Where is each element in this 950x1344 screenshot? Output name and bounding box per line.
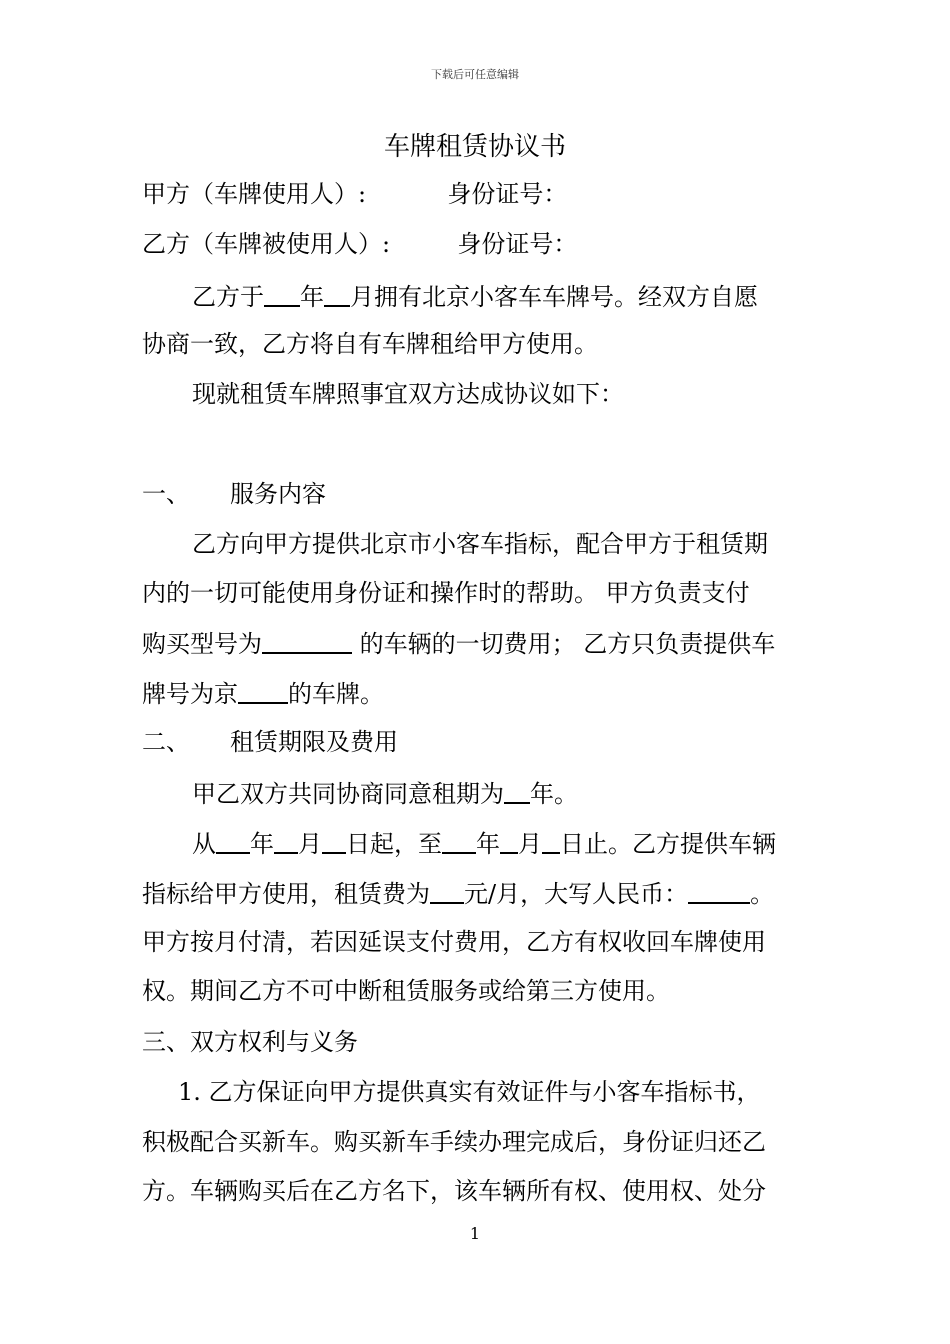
section-2-heading: [142, 730, 398, 754]
blank: [274, 830, 298, 854]
text: 从: [192, 830, 216, 858]
section-1-line-2: 内的一切可能使用身份证和操作时的帮助。 甲方负责支付: [142, 579, 750, 607]
blank-fee: [430, 880, 464, 904]
section-number: 一、: [142, 480, 190, 508]
blank-fee-uppercase: [688, 880, 750, 904]
text: 日止。乙方提供车辆: [560, 830, 776, 858]
intro-paragraph-line-2: 协商一致，乙方将自有车牌租给甲方使用。: [142, 330, 598, 358]
intro-paragraph-line-1: [192, 283, 758, 309]
blank: [216, 830, 250, 854]
blank-month: [324, 283, 350, 307]
text: 月: [518, 830, 542, 858]
blank: [442, 830, 476, 854]
intro-text: 年: [300, 283, 324, 311]
party-b-id-label: 身份证号：: [457, 230, 578, 258]
text: 年。: [530, 780, 578, 808]
party-a-label: 甲方（车牌使用人）:: [142, 180, 367, 208]
section-3-line-1: 1. 乙方保证向甲方提供真实有效证件与小客车指标书，: [178, 1078, 761, 1106]
text: 年: [250, 830, 274, 858]
blank: [500, 830, 518, 854]
text: 月: [298, 830, 322, 858]
section-1-line-1: 乙方向甲方提供北京市小客车指标，配合甲方于租赁期: [192, 530, 768, 558]
text: 元/月，大写人民币：: [464, 880, 689, 908]
party-b-line: [142, 232, 577, 256]
blank-plate: [238, 680, 288, 704]
blank: [542, 830, 560, 854]
text: 日起，至: [346, 830, 442, 858]
intro-text: 月拥有北京小客车车牌号。经双方自愿: [350, 283, 758, 311]
blank-term: [504, 780, 530, 804]
section-3-heading: 三、双方权利与义务: [142, 1028, 358, 1056]
section-1-heading: [142, 482, 326, 506]
party-a-line: [142, 182, 567, 206]
section-1-line-4: [142, 680, 384, 706]
section-2-line-2: [192, 830, 776, 856]
blank-year: [264, 283, 300, 307]
text: 的车牌。: [288, 680, 384, 708]
page-header: 下载后可任意编辑: [431, 68, 519, 81]
party-b-label: 乙方（车牌被使用人）:: [142, 230, 391, 258]
document-title: 车牌租赁协议书: [383, 132, 566, 162]
text: 指标给甲方使用，租赁费为: [142, 880, 430, 908]
party-a-id-label: 身份证号：: [447, 180, 568, 208]
intro-text: 乙方于: [192, 283, 264, 311]
section-number: 二、: [142, 728, 190, 756]
text: 购买型号为: [142, 630, 262, 658]
page-number: 1: [469, 1224, 481, 1243]
section-2-line-5: 权。期间乙方不可中断租赁服务或给第三方使用。: [142, 977, 670, 1005]
intro-paragraph-2: 现就租赁车牌照事宜双方达成协议如下：: [192, 380, 624, 408]
blank-model: [262, 630, 352, 654]
section-2-line-3: [142, 880, 774, 906]
text: 。: [750, 880, 775, 908]
text: 的车辆的一切费用； 乙方只负责提供车: [352, 630, 776, 658]
section-2-line-1: [192, 780, 578, 806]
section-2-line-4: 甲方按月付清，若因延误支付费用，乙方有权收回车牌使用: [142, 928, 766, 956]
blank: [322, 830, 346, 854]
section-title: 服务内容: [230, 480, 326, 508]
text: 甲乙双方共同协商同意租期为: [192, 780, 504, 808]
text: 年: [476, 830, 500, 858]
section-3-line-3: 方。车辆购买后在乙方名下，该车辆所有权、使用权、处分: [142, 1177, 766, 1205]
text: 牌号为京: [142, 680, 238, 708]
section-3-line-2: 积极配合买新车。购买新车手续办理完成后，身份证归还乙: [142, 1128, 766, 1156]
section-title: 租赁期限及费用: [230, 728, 398, 756]
section-1-line-3: [142, 630, 775, 656]
